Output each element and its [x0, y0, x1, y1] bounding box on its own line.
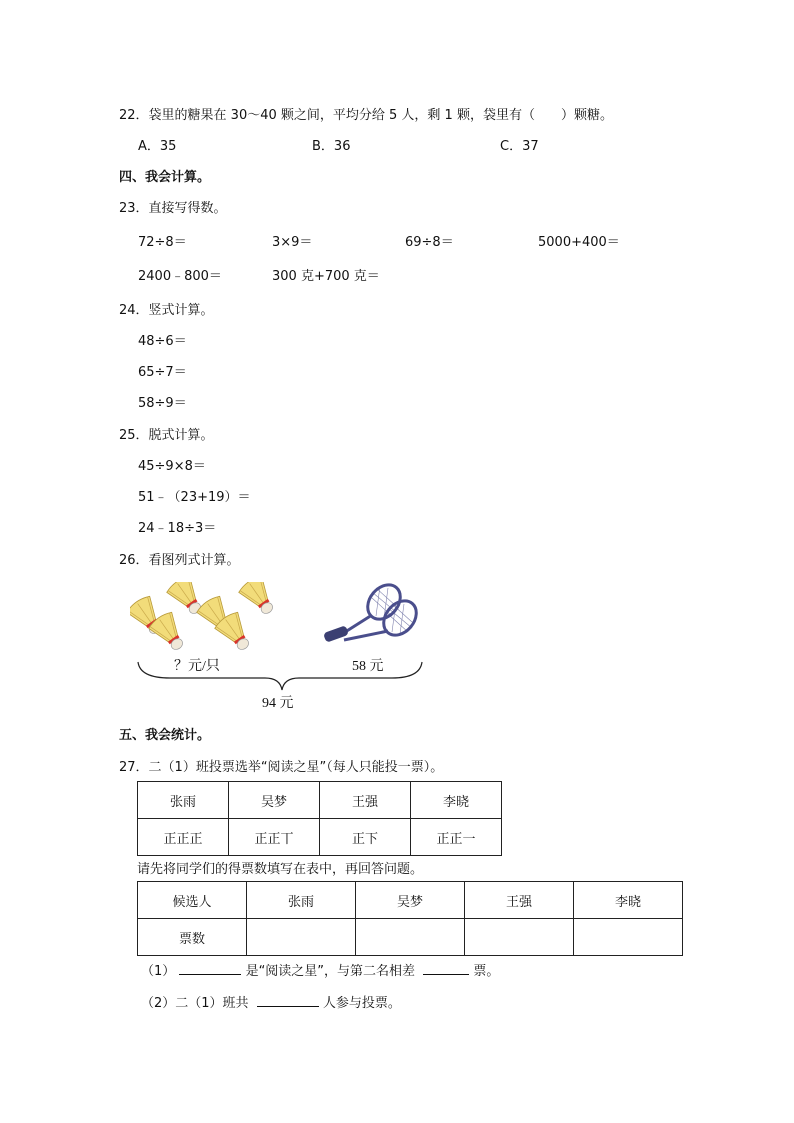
vote-table-header: 吴梦 — [356, 882, 465, 919]
q22-option-c[interactable]: C．37 — [500, 139, 539, 154]
q24-item: 48÷6＝ — [138, 334, 187, 349]
q27-sub1-mid: 是“阅读之星”，与第二名相差 — [245, 964, 416, 979]
q26-stem: 26．看图列式计算。 — [119, 553, 240, 568]
q27-sub2 — [141, 992, 401, 1011]
tally-marks: 正下 — [320, 819, 411, 856]
vote-count-cell[interactable] — [356, 919, 465, 956]
q23-item: 3×9＝ — [272, 235, 313, 250]
q22-stem: 22．袋里的糖果在 30～40 颗之间，平均分给 5 人，剩 1 颗，袋里有（ ）颗糖。 — [119, 108, 613, 123]
section-heading-4: 四、我会计算。 — [119, 170, 211, 185]
q25-item: 51﹣（23+19）＝ — [138, 490, 251, 505]
q22-option-b[interactable]: B．36 — [312, 139, 351, 154]
vote-count-cell[interactable] — [574, 919, 683, 956]
q27-sub2-prefix: （2）二（1）班共 — [141, 996, 249, 1011]
vote-count-cell[interactable] — [465, 919, 574, 956]
tally-table — [137, 781, 502, 856]
vote-table-header: 李晓 — [574, 882, 683, 919]
vote-table-header: 王强 — [465, 882, 574, 919]
q25-item: 45÷9×8＝ — [138, 459, 206, 474]
q27-sub1-suffix: 票。 — [473, 964, 500, 979]
label-total: 94 元 — [262, 696, 294, 711]
q23-stem: 23．直接写得数。 — [119, 201, 227, 216]
tally-marks: 正正丅 — [229, 819, 320, 856]
q24-item: 58÷9＝ — [138, 396, 187, 411]
answer-blank[interactable] — [423, 962, 469, 975]
vote-row-label: 票数 — [138, 919, 247, 956]
shuttlecock-icon — [237, 582, 281, 620]
q23-item: 2400﹣800＝ — [138, 269, 222, 284]
tally-name: 张雨 — [138, 782, 229, 819]
q27-sub1-prefix: （1） — [141, 964, 176, 979]
q23-item: 300 克+700 克＝ — [272, 269, 380, 284]
vote-table-header: 候选人 — [138, 882, 247, 919]
q22-option-a[interactable]: A．35 — [138, 139, 177, 154]
q27-instruction: 请先将同学们的得票数填写在表中，再回答问题。 — [137, 862, 424, 877]
q23-item: 69÷8＝ — [405, 235, 454, 250]
q23-item: 72÷8＝ — [138, 235, 187, 250]
answer-blank[interactable] — [179, 962, 241, 975]
q24-item: 65÷7＝ — [138, 365, 187, 380]
q23-item: 5000+400＝ — [538, 235, 620, 250]
vote-table-header: 张雨 — [247, 882, 356, 919]
label-racket-price: 58 元 — [352, 659, 384, 674]
q27-sub2-suffix: 人参与投票。 — [322, 996, 401, 1011]
answer-blank[interactable] — [257, 994, 319, 1007]
q24-stem: 24．竖式计算。 — [119, 303, 214, 318]
q25-item: 24﹣18÷3＝ — [138, 521, 217, 536]
q27-sub1 — [141, 960, 499, 979]
label-unit-price: ？元/只 — [174, 659, 220, 674]
tally-name: 吴梦 — [229, 782, 320, 819]
tally-name: 王强 — [320, 782, 411, 819]
tally-marks: 正正正 — [138, 819, 229, 856]
q25-stem: 25．脱式计算。 — [119, 428, 214, 443]
q27-stem: 27．二（1）班投票选举“阅读之星”（每人只能投一票）。 — [119, 760, 444, 775]
section-heading-5: 五、我会统计。 — [119, 728, 211, 743]
tally-name: 李晓 — [411, 782, 502, 819]
tally-marks: 正正一 — [411, 819, 502, 856]
racket-icon — [323, 582, 423, 643]
vote-table — [137, 881, 683, 956]
vote-count-cell[interactable] — [247, 919, 356, 956]
q26-figure — [130, 582, 430, 714]
